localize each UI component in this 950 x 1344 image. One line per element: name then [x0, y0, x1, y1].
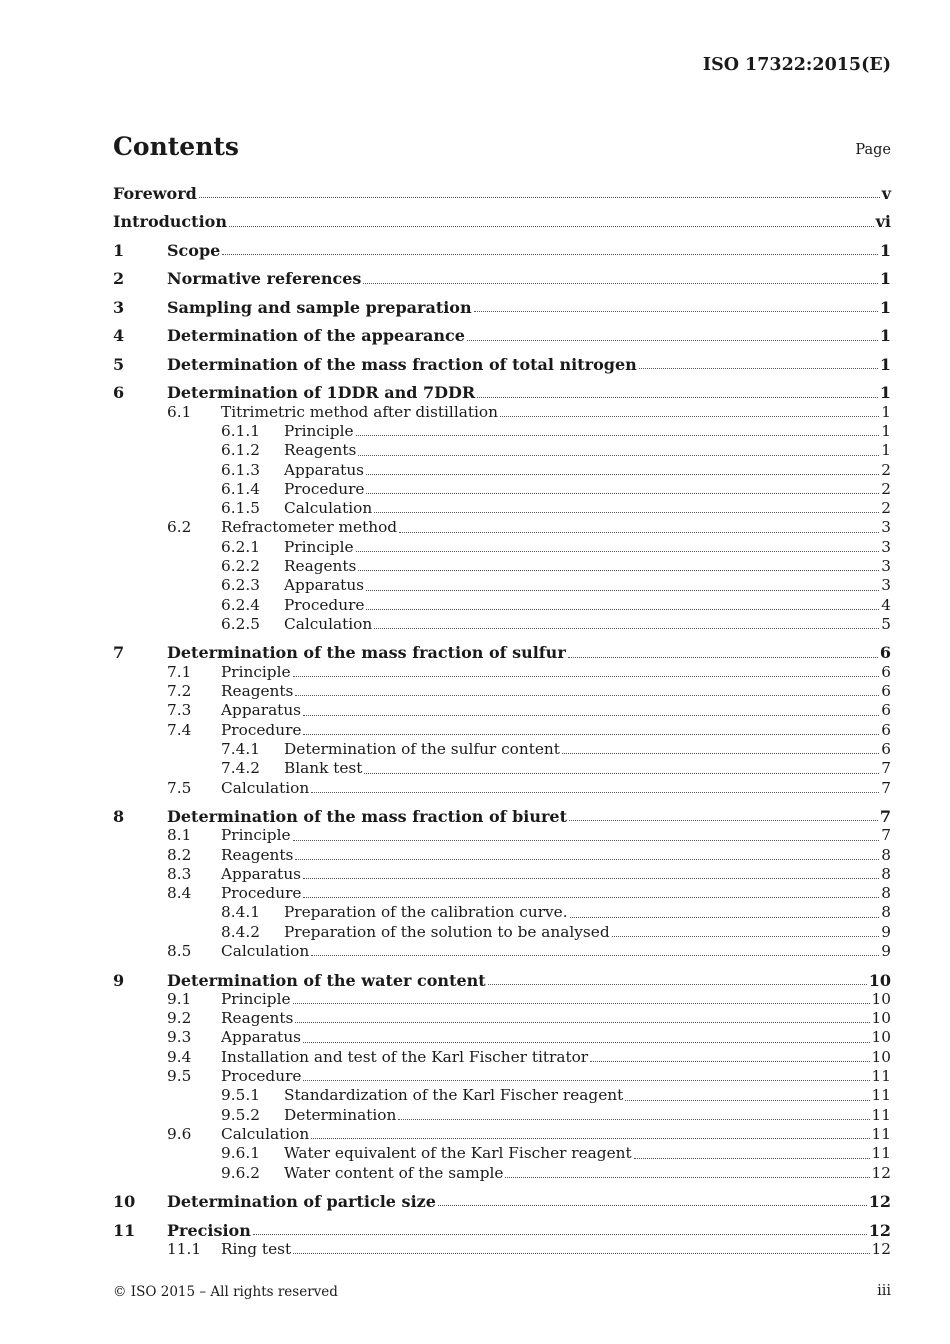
page-title: Contents [113, 132, 240, 161]
dot-leader [303, 897, 879, 898]
toc-entry-title: Determination [284, 1105, 397, 1124]
toc-entry[interactable] [113, 1164, 891, 1183]
toc-entry-page: 1 [881, 402, 891, 421]
dot-leader [488, 984, 867, 985]
toc-entry-number: 9.6.1 [221, 1144, 260, 1163]
toc-entry-number: 9.1 [167, 989, 192, 1008]
toc-entry-page: 10 [868, 970, 891, 990]
toc-entry-number: 7.4.1 [221, 739, 260, 758]
toc-entry[interactable] [113, 990, 891, 1009]
toc-entry[interactable] [113, 615, 891, 634]
toc-entry-page: 1 [879, 354, 891, 374]
toc-entry-number: 8 [113, 807, 125, 826]
toc-entry-number: 8.4.2 [221, 922, 260, 941]
toc-entry-number: 2 [113, 269, 125, 289]
toc-entry-title: Preparation of the solution to be analysed [284, 922, 610, 941]
toc-entry-title: Scope [167, 240, 221, 260]
toc-entry-number: 9.6.2 [221, 1163, 260, 1182]
dot-leader [293, 1253, 869, 1254]
toc-entry-number: 7.3 [167, 701, 192, 720]
dot-leader [590, 1061, 869, 1062]
toc-entry-number: 6.1.2 [221, 441, 260, 460]
toc-entry-page: v [881, 184, 891, 203]
toc-entry[interactable] [113, 1009, 891, 1028]
toc-entry-title: Calculation [221, 778, 310, 797]
toc-entry[interactable] [113, 403, 891, 422]
toc-entry[interactable] [113, 1106, 891, 1125]
toc-entry-number: 8.4 [167, 884, 192, 903]
toc-entry-page: 3 [881, 518, 891, 537]
toc-entry-title: Procedure [221, 884, 302, 903]
toc-entry-number: 1 [113, 240, 125, 260]
toc-entry-title: Determination of the mass fraction of sulfur [167, 643, 566, 663]
toc-entry-page: 10 [871, 1028, 891, 1047]
toc-entry-number: 6.2.3 [221, 576, 260, 595]
dot-leader [399, 532, 879, 533]
dot-leader [311, 1138, 869, 1139]
toc-entry-title: Water equivalent of the Karl Fischer reagent [284, 1144, 632, 1163]
toc-entry-page: 1 [881, 421, 891, 440]
toc-entry-number: 6.2.4 [221, 595, 260, 614]
toc-entry[interactable] [113, 538, 891, 557]
toc-entry[interactable] [113, 298, 891, 317]
toc-entry[interactable] [113, 682, 891, 701]
toc-entry[interactable] [113, 422, 891, 441]
toc-entry[interactable] [113, 826, 891, 845]
dot-leader [505, 1177, 869, 1178]
dot-leader [303, 1080, 869, 1081]
toc-entry[interactable] [113, 480, 891, 499]
toc-entry[interactable] [113, 355, 891, 374]
toc-entry[interactable] [113, 884, 891, 903]
toc-entry[interactable] [113, 326, 891, 345]
dot-leader [253, 1234, 867, 1235]
toc-entry-title: Foreword [113, 184, 197, 203]
toc-entry-number: 8.3 [167, 864, 192, 883]
toc-entry[interactable] [113, 499, 891, 518]
toc-entry-page: 10 [871, 1009, 891, 1028]
page-column-label: Page [855, 142, 891, 158]
toc-entry[interactable] [113, 461, 891, 480]
toc-entry-page: 6 [881, 720, 891, 739]
dot-leader [438, 1205, 867, 1206]
dot-leader [366, 590, 879, 591]
dot-leader [356, 551, 880, 552]
toc-entry[interactable] [113, 596, 891, 615]
toc-entry-title: Ring test [221, 1239, 292, 1258]
toc-entry-number: 7.2 [167, 682, 192, 701]
toc-entry-page: 8 [881, 864, 891, 883]
dot-leader [639, 368, 878, 369]
toc-entry[interactable] [113, 1192, 891, 1211]
toc-entry-page: 12 [871, 1239, 891, 1258]
toc-entry-number: 6.2.1 [221, 537, 260, 556]
toc-entry-page: 9 [881, 922, 891, 941]
toc-entry-title: Calculation [284, 614, 373, 633]
toc-entry[interactable] [113, 1221, 891, 1240]
toc-entry[interactable] [113, 383, 891, 402]
toc-entry-page: 3 [881, 537, 891, 556]
toc-entry-title: Apparatus [221, 701, 302, 720]
dot-leader [293, 676, 880, 677]
toc-entry[interactable] [113, 846, 891, 865]
toc-entry[interactable] [113, 759, 891, 778]
toc-entry[interactable] [113, 721, 891, 740]
toc-entry-number: 9.4 [167, 1047, 192, 1066]
toc-entry-number: 6.1 [167, 402, 192, 421]
toc-entry-title: Reagents [221, 845, 294, 864]
toc-entry[interactable] [113, 576, 891, 595]
toc-entry-number: 3 [113, 297, 125, 317]
dot-leader [364, 773, 879, 774]
toc-entry[interactable] [113, 923, 891, 942]
toc-entry-number: 9.5 [167, 1067, 192, 1086]
toc-entry[interactable] [113, 701, 891, 720]
toc-entry-number: 9.5.1 [221, 1086, 260, 1105]
toc-entry[interactable] [113, 269, 891, 288]
toc-entry-title: Determination of 1DDR and 7DDR [167, 383, 476, 403]
toc-entry-number: 9.5.2 [221, 1105, 260, 1124]
toc-entry-title: Calculation [284, 499, 373, 518]
footer-page-number: iii [877, 1283, 891, 1299]
toc-entry[interactable] [113, 779, 891, 798]
toc-entry-number: 7.4 [167, 720, 192, 739]
dot-leader [293, 1003, 870, 1004]
toc-entry-page: 12 [868, 1192, 891, 1212]
toc-entry-title: Procedure [284, 479, 365, 498]
toc-entry-page: 11 [871, 1105, 891, 1124]
toc-entry-page: 8 [881, 903, 891, 922]
toc-entry-title: Refractometer method [221, 518, 398, 537]
dot-leader [311, 955, 879, 956]
toc-entry[interactable] [113, 1144, 891, 1163]
toc-entry-page: 6 [881, 682, 891, 701]
toc-entry-page: 1 [879, 326, 891, 346]
toc-entry[interactable] [113, 1048, 891, 1067]
toc-entry-title: Apparatus [221, 1028, 302, 1047]
toc-entry[interactable] [113, 557, 891, 576]
toc-entry[interactable] [113, 518, 891, 537]
toc-entry-page: 4 [881, 595, 891, 614]
toc-entry-number: 6 [113, 383, 125, 403]
toc-entry[interactable] [113, 942, 891, 961]
toc-entry-page: 7 [881, 778, 891, 797]
dot-leader [612, 936, 880, 937]
dot-leader [358, 455, 879, 456]
toc-entry-title: Apparatus [284, 460, 365, 479]
toc-entry-number: 7.4.2 [221, 759, 260, 778]
dot-leader [311, 792, 879, 793]
toc-entry-title: Apparatus [284, 576, 365, 595]
dot-leader [366, 474, 879, 475]
dot-leader [374, 512, 879, 513]
dot-leader [366, 609, 879, 610]
dot-leader [222, 254, 878, 255]
toc-entry-title: Preparation of the calibration curve. [284, 903, 568, 922]
toc-entry-title: Introduction [113, 212, 227, 232]
dot-leader [295, 695, 879, 696]
toc-entry-page: 8 [881, 884, 891, 903]
toc-entry-title: Principle [221, 826, 291, 845]
toc-entry-number: 7 [113, 643, 125, 663]
toc-entry[interactable] [113, 441, 891, 460]
toc-entry-page: vi [875, 212, 891, 232]
dot-leader [500, 416, 879, 417]
dot-leader [569, 820, 878, 821]
dot-leader [374, 628, 879, 629]
toc-entry-title: Procedure [221, 1067, 302, 1086]
toc-entry-page: 11 [871, 1124, 891, 1143]
toc-entry-title: Sampling and sample preparation [167, 297, 472, 317]
toc-entry-title: Procedure [221, 720, 302, 739]
toc-entry-title: Determination of the appearance [167, 326, 465, 346]
toc-entry[interactable] [113, 903, 891, 922]
toc-entry-page: 6 [879, 643, 891, 663]
toc-entry-page: 7 [881, 826, 891, 845]
toc-entry-title: Determination of particle size [167, 1192, 436, 1212]
toc-entry-number: 6.1.5 [221, 499, 260, 518]
toc-entry-title: Standardization of the Karl Fischer reagent [284, 1086, 624, 1105]
toc-entry-title: Normative references [167, 269, 362, 289]
toc-entry-page: 1 [879, 269, 891, 289]
toc-entry-title: Apparatus [221, 864, 302, 883]
toc-entry[interactable] [113, 740, 891, 759]
dot-leader [634, 1158, 870, 1159]
toc-entry-number: 6.1.3 [221, 460, 260, 479]
toc-entry-page: 3 [881, 557, 891, 576]
dot-leader [363, 283, 877, 284]
toc-entry-number: 8.2 [167, 845, 192, 864]
toc-entry-page: 10 [871, 989, 891, 1008]
dot-leader [303, 715, 879, 716]
toc-entry-title: Determination of the sulfur content [284, 739, 560, 758]
dot-leader [229, 226, 874, 227]
toc-entry-page: 6 [881, 739, 891, 758]
toc-entry-page: 2 [881, 499, 891, 518]
toc-entry[interactable] [113, 1086, 891, 1105]
dot-leader [358, 570, 879, 571]
toc-entry-page: 6 [881, 701, 891, 720]
dot-leader [199, 197, 880, 198]
toc-entry-title: Calculation [221, 1124, 310, 1143]
dot-leader [366, 493, 879, 494]
toc-entry-title: Principle [221, 662, 291, 681]
table-of-contents [113, 184, 891, 1259]
toc-entry-title: Determination of the water content [167, 970, 486, 990]
dot-leader [295, 1022, 869, 1023]
dot-leader [568, 657, 878, 658]
toc-entry-page: 1 [879, 240, 891, 260]
toc-entry-number: 6.2 [167, 518, 192, 537]
toc-entry-number: 7.1 [167, 662, 192, 681]
toc-entry-title: Reagents [284, 557, 357, 576]
dot-leader [303, 878, 879, 879]
toc-entry-number: 6.2.2 [221, 557, 260, 576]
toc-entry[interactable] [113, 1240, 891, 1259]
toc-entry[interactable] [113, 1125, 891, 1144]
toc-entry-title: Principle [284, 421, 354, 440]
toc-entry-page: 6 [881, 662, 891, 681]
toc-entry-number: 8.4.1 [221, 903, 260, 922]
dot-leader [474, 311, 878, 312]
toc-entry-page: 10 [871, 1047, 891, 1066]
toc-entry-title: Installation and test of the Karl Fischer titrator [221, 1047, 589, 1066]
toc-entry[interactable] [113, 1028, 891, 1047]
toc-entry-title: Principle [284, 537, 354, 556]
toc-entry-page: 7 [879, 807, 891, 826]
toc-entry[interactable] [113, 643, 891, 662]
toc-entry-title: Reagents [221, 682, 294, 701]
toc-entry-number: 9.3 [167, 1028, 192, 1047]
toc-entry-page: 8 [881, 845, 891, 864]
toc-entry-page: 1 [881, 441, 891, 460]
toc-entry[interactable] [113, 971, 891, 990]
toc-entry-title: Titrimetric method after distillation [221, 402, 498, 421]
toc-entry[interactable] [113, 184, 891, 203]
toc-entry-number: 6.1.1 [221, 421, 260, 440]
toc-entry-page: 9 [881, 942, 891, 961]
toc-entry-page: 3 [881, 576, 891, 595]
toc-entry[interactable] [113, 865, 891, 884]
toc-entry[interactable] [113, 212, 891, 231]
toc-entry-number: 8.1 [167, 826, 192, 845]
toc-entry-page: 11 [871, 1067, 891, 1086]
toc-entry[interactable] [113, 807, 891, 826]
dot-leader [570, 917, 880, 918]
toc-entry-page: 12 [868, 1220, 891, 1240]
toc-entry-number: 9 [113, 970, 125, 990]
dot-leader [477, 397, 878, 398]
dot-leader [295, 859, 879, 860]
toc-entry-number: 11.1 [167, 1239, 202, 1258]
toc-entry-number: 4 [113, 326, 125, 346]
toc-entry-title: Precision [167, 1220, 251, 1240]
toc-entry[interactable] [113, 241, 891, 260]
dot-leader [303, 1042, 869, 1043]
toc-entry-title: Principle [221, 989, 291, 1008]
toc-entry-title: Reagents [221, 1009, 294, 1028]
toc-entry-number: 7.5 [167, 778, 192, 797]
toc-entry-page: 2 [881, 460, 891, 479]
toc-entry-title: Reagents [284, 441, 357, 460]
dot-leader [293, 840, 880, 841]
toc-entry[interactable] [113, 663, 891, 682]
toc-entry-page: 1 [879, 297, 891, 317]
toc-entry-title: Determination of the mass fraction of total nitrogen [167, 354, 637, 374]
toc-entry-title: Procedure [284, 595, 365, 614]
toc-entry-page: 2 [881, 479, 891, 498]
toc-entry-page: 11 [871, 1086, 891, 1105]
dot-leader [562, 753, 879, 754]
toc-entry-title: Blank test [284, 759, 363, 778]
dot-leader [356, 435, 880, 436]
toc-entry-number: 9.6 [167, 1124, 192, 1143]
dot-leader [467, 340, 878, 341]
toc-entry-number: 6.2.5 [221, 614, 260, 633]
toc-entry-number: 11 [113, 1220, 136, 1240]
toc-entry-page: 12 [871, 1163, 891, 1182]
toc-entry-title: Calculation [221, 942, 310, 961]
toc-entry-number: 8.5 [167, 942, 192, 961]
toc-entry-title: Determination of the mass fraction of biuret [167, 807, 567, 826]
dot-leader [303, 734, 879, 735]
document-id: ISO 17322:2015(E) [702, 55, 891, 75]
toc-entry-page: 5 [881, 614, 891, 633]
toc-entry-page: 7 [881, 759, 891, 778]
toc-entry-page: 1 [879, 383, 891, 403]
footer-copyright: © ISO 2015 – All rights reserved [113, 1284, 338, 1300]
toc-entry-title: Water content of the sample [284, 1163, 504, 1182]
toc-entry-number: 10 [113, 1192, 136, 1212]
toc-entry-number: 6.1.4 [221, 479, 260, 498]
dot-leader [625, 1100, 869, 1101]
toc-entry[interactable] [113, 1067, 891, 1086]
dot-leader [398, 1119, 869, 1120]
toc-entry-number: 9.2 [167, 1009, 192, 1028]
toc-entry-number: 5 [113, 354, 125, 374]
toc-entry-page: 11 [871, 1144, 891, 1163]
